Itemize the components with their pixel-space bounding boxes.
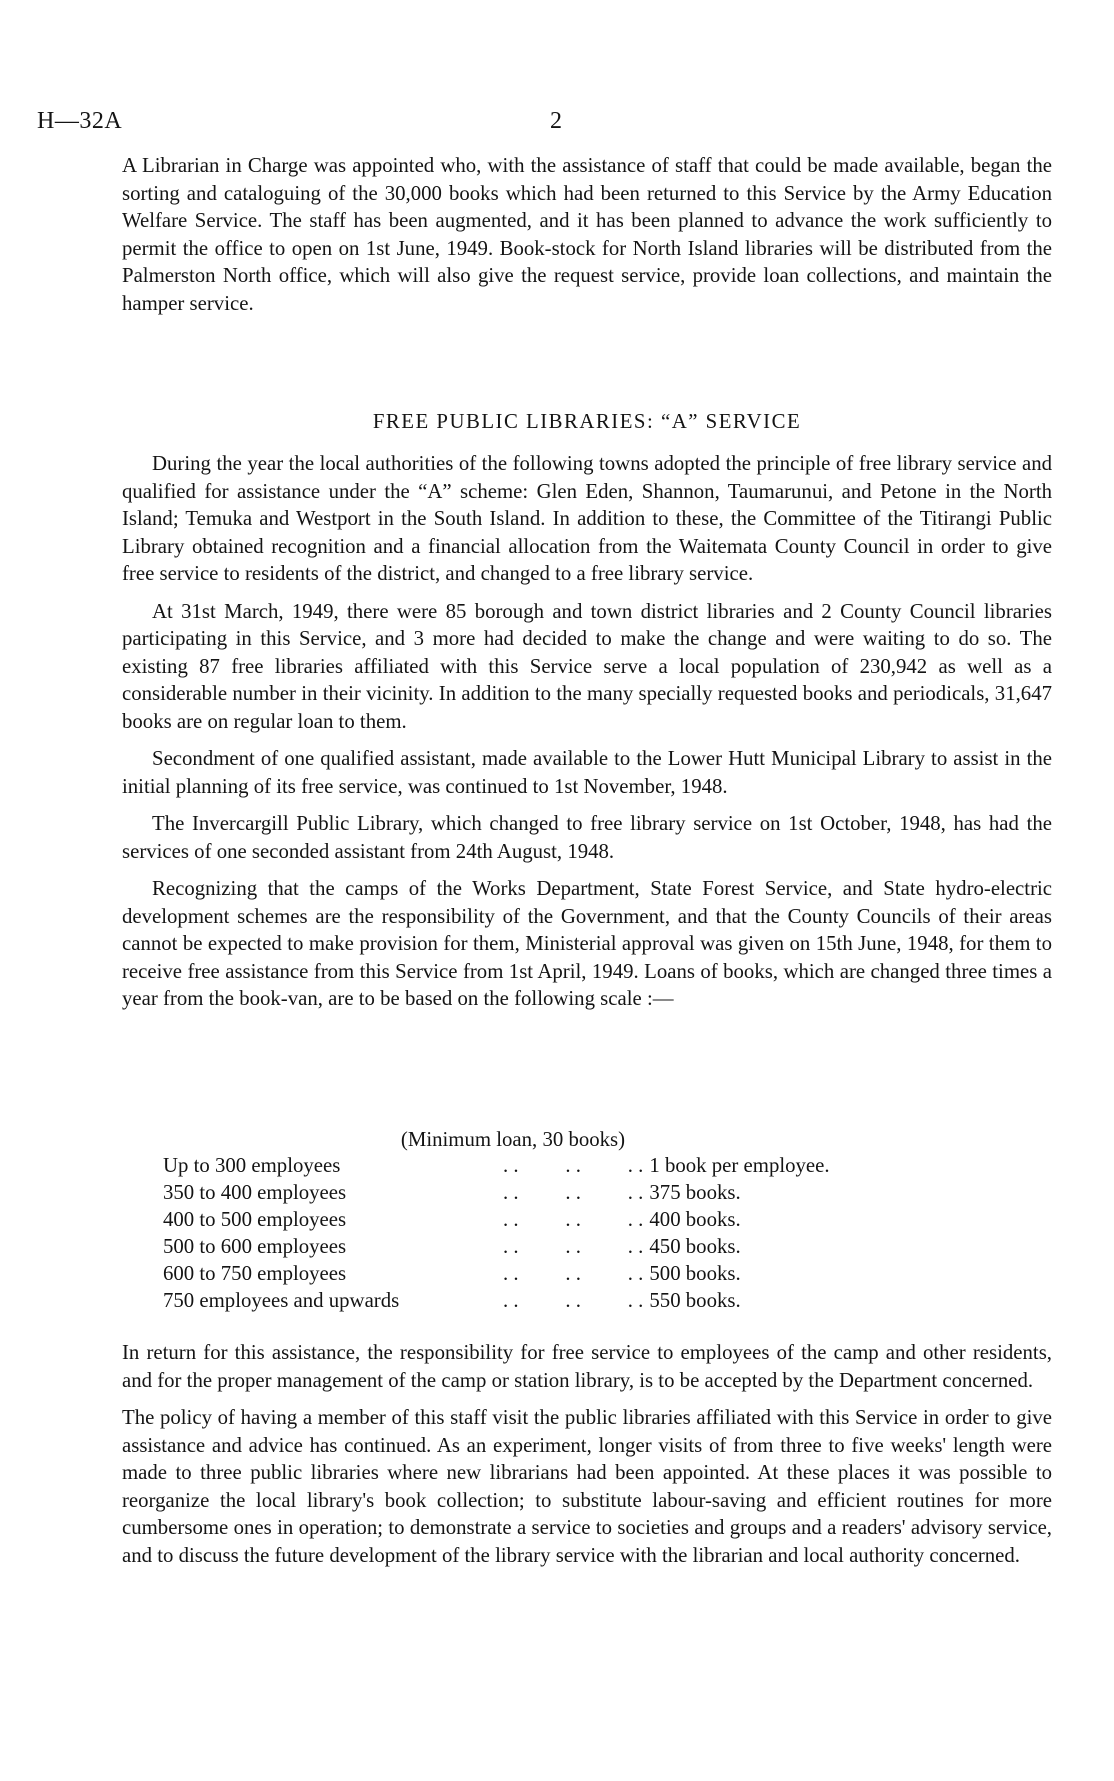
scale-value: 500 books. bbox=[649, 1262, 741, 1285]
scale-caption: (Minimum loan, 30 books) bbox=[400, 1128, 626, 1151]
intro-section bbox=[122, 152, 1052, 327]
paragraph: The policy of having a member of this staff visit the public libraries affiliated with this Service in order to give assistance and advice has continued. As an experiment, longer visits of from three to five weeks' length were made to three public libraries where new librarians had been appointed. At these places it was possible to reorganize the local library's book collection; to substitute labour-saving and efficient routines for more cumbersome ones in operation; to demonstrate a service to societies and groups and a readers' advisory service, and to discuss the future development of the library service with the librarian and local authority concerned. bbox=[122, 1406, 1052, 1567]
leader-dots: . . . . . . bbox=[503, 1208, 644, 1231]
leader-dots: . . . . . . bbox=[503, 1289, 644, 1312]
table-row bbox=[163, 1208, 830, 1235]
scale-table bbox=[163, 1154, 830, 1316]
scale-value: 1 book per employee. bbox=[649, 1154, 830, 1177]
table-row bbox=[163, 1154, 830, 1181]
paragraph: The Invercargill Public Library, which changed to free library service on 1st October, 1948, has had the services of one seconded assistant from 24th August, 1948. bbox=[122, 812, 1052, 863]
report-reference: H—32A bbox=[37, 108, 123, 134]
paragraph: A Librarian in Charge was appointed who, with the assistance of staff that could be made available, began the sorting and cataloguing of the 30,000 books which had been returned to this Service by the Army Education Welfare Service. The staff has been augmented, and it has been planned to advance the work sufficiently to permit the office to open on 1st June, 1949. Book-stock for North Island libraries will be distributed from the Palmerston North office, which will also give the request service, provide loan collections, and maintain the hamper service. bbox=[122, 154, 1052, 315]
paragraph: During the year the local authorities of the following towns adopted the principle of free library service and qualified for assistance under the “A” scheme: Glen Eden, Shannon, Taumarunui, and Petone in the North Island; Temuka and Westport in the South Island. In addition to these, the Committee of the Titirangi Public Library obtained recognition and a financial allocation from the Waitemata County Council in order to give free service to residents of the district, and changed to a free library service. bbox=[122, 452, 1052, 585]
scale-range: 350 to 400 employees bbox=[163, 1181, 347, 1204]
leader-dots: . . . . . . bbox=[503, 1262, 644, 1285]
scale-value: 450 books. bbox=[649, 1235, 741, 1258]
table-row bbox=[163, 1289, 830, 1316]
leader-dots: . . . . . . bbox=[503, 1235, 644, 1258]
scale-range: 500 to 600 employees bbox=[163, 1235, 347, 1258]
paragraph: In return for this assistance, the responsibility for free service to employees of the camp and other residents, and for the proper management of the camp or station library, is to be accepted by the Department concerned. bbox=[122, 1341, 1052, 1392]
paragraph: At 31st March, 1949, there were 85 borough and town district libraries and 2 County Council libraries participating in this Service, and 3 more had decided to make the change and were waiting to do so. The existing 87 free libraries affiliated with this Service serve a local population of 230,942 as well as a considerable number in their vicinity. In addition to the many specially requested books and periodicals, 31,647 books are on regular loan to them. bbox=[122, 599, 1052, 733]
table-row bbox=[163, 1262, 830, 1289]
scale-range: 600 to 750 employees bbox=[163, 1262, 347, 1285]
closing-section bbox=[122, 1339, 1052, 1579]
page-number: 2 bbox=[550, 108, 562, 134]
leader-dots: . . . . . . bbox=[503, 1181, 644, 1204]
main-section bbox=[122, 450, 1052, 1023]
scale-value: 550 books. bbox=[649, 1289, 741, 1312]
scale-value: 375 books. bbox=[649, 1181, 741, 1204]
table-row bbox=[163, 1181, 830, 1208]
paragraph: Secondment of one qualified assistant, made available to the Lower Hutt Municipal Library to assist in the initial planning of its free service, was continued to 1st November, 1948. bbox=[122, 747, 1052, 798]
scale-range: 400 to 500 employees bbox=[163, 1208, 347, 1231]
scale-value: 400 books. bbox=[649, 1208, 741, 1231]
scale-range: 750 employees and upwards bbox=[163, 1289, 400, 1312]
loan-scale bbox=[163, 1126, 1023, 1316]
table-row bbox=[163, 1235, 830, 1262]
scale-range: Up to 300 employees bbox=[163, 1154, 341, 1177]
section-heading: FREE PUBLIC LIBRARIES: “A” SERVICE bbox=[372, 410, 802, 433]
paragraph: Recognizing that the camps of the Works Department, State Forest Service, and State hydro-electric development schemes are the responsibility of the Government, and that the County Councils of their areas cannot be expected to make provision for them, Ministerial approval was given on 15th June, 1948, for them to receive free assistance from this Service from 1st April, 1949. Loans of books, which are changed three times a year from the book-van, are to be based on the following scale :— bbox=[122, 877, 1052, 1010]
leader-dots: . . . . . . bbox=[503, 1154, 644, 1177]
